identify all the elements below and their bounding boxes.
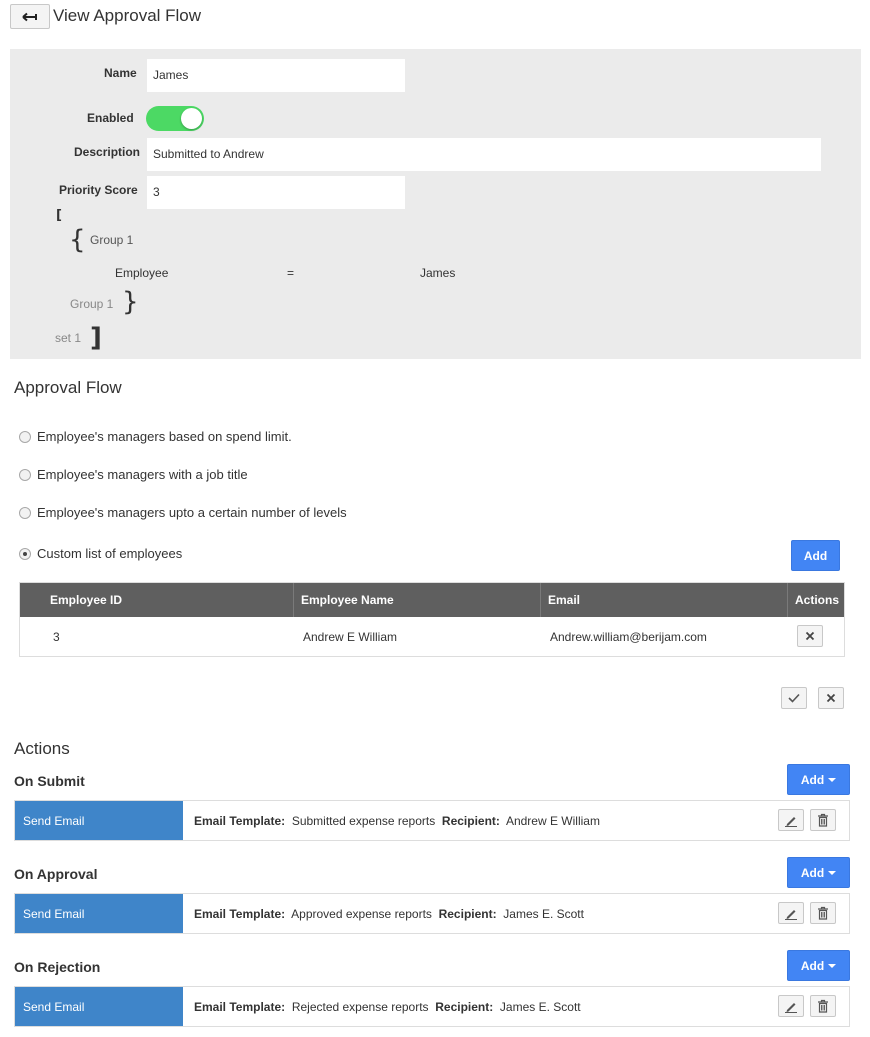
action-description (183, 814, 849, 828)
pencil-icon (784, 999, 798, 1013)
criteria-value: James (420, 266, 456, 280)
recipient-label: Recipient: (435, 999, 494, 1014)
template-label: Email Template: (194, 813, 286, 828)
recipient-value: Andrew E William (505, 813, 600, 828)
edit-button[interactable] (778, 902, 804, 924)
caret-down-icon (828, 871, 836, 875)
close-group-brace: } (122, 287, 139, 317)
close-icon (805, 631, 815, 641)
recipient-value: James E. Scott (499, 999, 581, 1014)
trash-icon (817, 906, 829, 920)
set-label: set 1 (55, 331, 82, 345)
cancel-button[interactable] (818, 687, 844, 709)
col-actions: Actions (787, 583, 844, 617)
add-employee-button[interactable]: Add (791, 540, 840, 571)
radio-icon (19, 507, 31, 519)
edit-button[interactable] (778, 809, 804, 831)
page-title: View Approval Flow (53, 6, 202, 25)
on-submit-title: On Submit (14, 773, 85, 789)
col-employee-name: Employee Name (293, 583, 540, 617)
on-approval-title: On Approval (14, 866, 98, 882)
description-label: Description (74, 145, 141, 159)
name-label: Name (104, 66, 137, 80)
on-submit-add-button[interactable] (787, 764, 850, 795)
action-type[interactable]: Send Email (15, 894, 183, 933)
on-rejection-add-button[interactable] (787, 950, 850, 981)
option-label: Employee's managers upto a certain number of levels (37, 505, 347, 520)
add-label: Add (800, 865, 825, 880)
criteria-operator: = (287, 266, 295, 280)
description-input[interactable] (147, 138, 821, 171)
remove-employee-button[interactable] (797, 625, 823, 647)
template-value: Approved expense reports (291, 906, 432, 921)
col-email: Email (540, 583, 787, 617)
priority-label: Priority Score (59, 183, 138, 197)
option-spend-limit[interactable] (19, 429, 292, 444)
template-value: Rejected expense reports (291, 999, 429, 1014)
criteria-panel (10, 49, 861, 359)
pencil-icon (784, 813, 798, 827)
action-type[interactable]: Send Email (15, 801, 183, 840)
check-icon (788, 693, 800, 703)
trash-icon (817, 813, 829, 827)
open-group-brace: { (69, 225, 86, 255)
template-value: Submitted expense reports (291, 813, 436, 828)
option-label: Employee's managers based on spend limit. (37, 429, 292, 444)
action-description (183, 1000, 849, 1014)
close-group-label: Group 1 (70, 297, 114, 311)
back-button[interactable] (10, 4, 50, 29)
option-label: Custom list of employees (37, 546, 183, 561)
actions-title: Actions (14, 739, 70, 758)
on-submit-action-row (14, 800, 850, 841)
action-description (183, 907, 849, 921)
option-label: Employee's managers with a job title (37, 467, 248, 482)
approval-flow-title: Approval Flow (14, 378, 122, 397)
confirm-button[interactable] (781, 687, 807, 709)
pencil-icon (784, 906, 798, 920)
delete-button[interactable] (810, 995, 836, 1017)
on-rejection-title: On Rejection (14, 959, 101, 975)
template-label: Email Template: (194, 906, 286, 921)
cell-employee-id: 3 (53, 629, 60, 644)
cell-email: Andrew.william@berijam.com (550, 629, 707, 644)
col-employee-id: Employee ID (50, 593, 123, 607)
priority-input[interactable] (147, 176, 405, 209)
add-label: Add (800, 772, 825, 787)
trash-icon (817, 999, 829, 1013)
open-set-bracket: [ (56, 208, 62, 223)
radio-icon (19, 431, 31, 443)
radio-icon (19, 469, 31, 481)
cell-actions (787, 617, 844, 656)
action-type[interactable]: Send Email (15, 987, 183, 1026)
enabled-toggle[interactable] (146, 106, 204, 131)
criteria-field: Employee (115, 266, 169, 280)
delete-button[interactable] (810, 902, 836, 924)
on-approval-action-row (14, 893, 850, 934)
enabled-label: Enabled (87, 111, 134, 125)
radio-checked-icon (19, 548, 31, 560)
close-set-bracket: ] (90, 323, 102, 353)
recipient-value: James E. Scott (503, 906, 584, 921)
back-arrow-icon (22, 12, 38, 22)
template-label: Email Template: (194, 999, 286, 1014)
recipient-label: Recipient: (438, 906, 497, 921)
close-icon (826, 693, 836, 703)
cell-employee-name: Andrew E William (303, 629, 398, 644)
employee-table (19, 582, 845, 657)
toggle-knob (181, 108, 202, 129)
add-label: Add (800, 958, 825, 973)
option-custom-list[interactable] (19, 546, 182, 561)
name-input[interactable] (147, 59, 405, 92)
table-row (20, 617, 844, 656)
table-header (20, 583, 844, 617)
group-label: Group 1 (90, 233, 134, 247)
caret-down-icon (828, 964, 836, 968)
recipient-label: Recipient: (441, 813, 500, 828)
option-job-title[interactable] (19, 467, 248, 482)
option-levels[interactable] (19, 505, 347, 520)
edit-button[interactable] (778, 995, 804, 1017)
caret-down-icon (828, 778, 836, 782)
on-approval-add-button[interactable] (787, 857, 850, 888)
on-rejection-action-row (14, 986, 850, 1027)
delete-button[interactable] (810, 809, 836, 831)
